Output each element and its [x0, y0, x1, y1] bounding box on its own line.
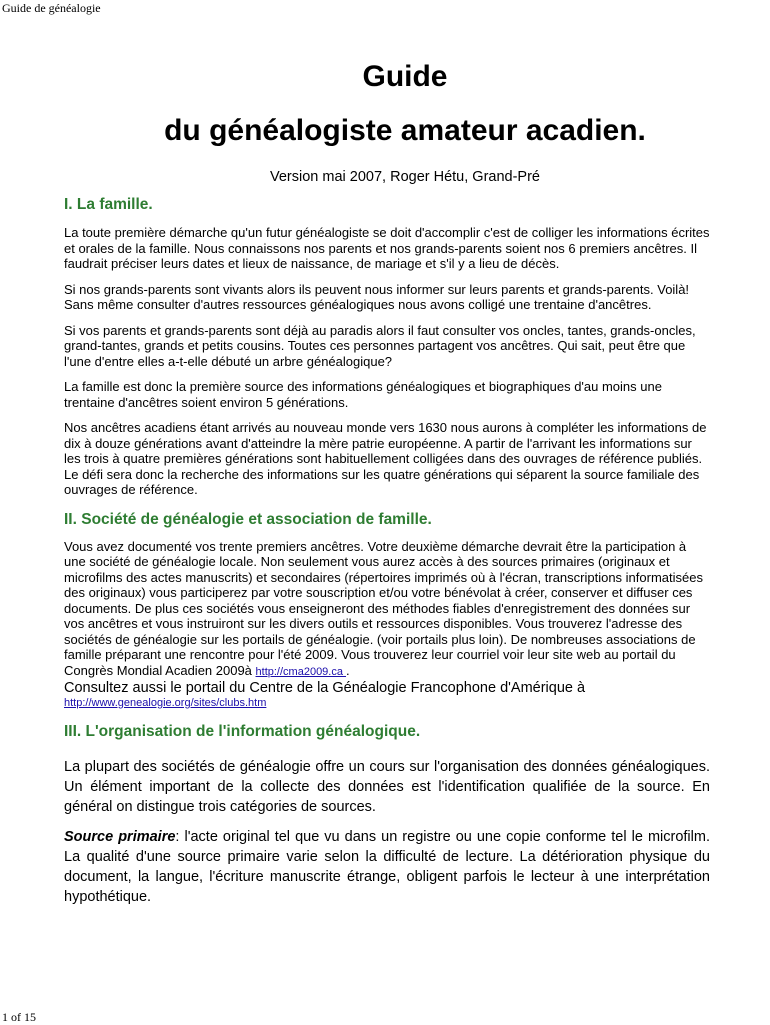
paragraph: La famille est donc la première source des informations généalogiques et biographiques d'au moins une trentaine d'ancêtres soient environ 5 générations. — [64, 379, 662, 410]
paragraph-text: : l'acte original tel que vu dans un registre ou une copie conforme tel le microfilm. La qualité d'une source primaire varie selon la difficulté de lecture. La détérioration physique du document, la langue, l'écriture manuscrite étrange, obligent parfois le lecteur à une interprétation hypothétique. — [64, 829, 710, 905]
paragraph — [64, 539, 710, 681]
print-header: Guide de généalogie — [2, 1, 101, 15]
paragraph: Nos ancêtres acadiens étant arrivés au nouveau monde vers 1630 nous aurons à compléter les informations de dix à douze générations avant d'atteindre la mère patrie européenne. A partir de l'arrivant les informations sur les trois à quatre premières générations sont habituellement colligées dans des ouvrages de référence publiés. Le défi sera donc la recherche des informations sur les quatre générations qui séparent la source familiale des ouvrages de référence. — [64, 420, 707, 497]
paragraph: La plupart des sociétés de généalogie offre un cours sur l'organisation des données généalogiques. Un élément important de la collecte des données est l'identification qualifiée de la source. En général on distingue trois catégories de sources. — [64, 759, 710, 815]
document-title-line-2: du généalogiste amateur acadien. — [164, 114, 646, 147]
paragraph: La toute première démarche qu'un futur généalogiste se doit d'accomplir c'est de colliger les informations écrites et orales de la famille. Nous connaissons nos parents et nos grands-parents soient nos 6 premiers ancêtres. Il faudrait préciser leurs dates et lieux de naissance, de mariage et s'il y a lieu de décès. — [64, 225, 710, 271]
source-primaire-term: Source primaire — [64, 829, 176, 845]
paragraph-end: . — [346, 662, 350, 678]
section-heading-societe: II. Société de généalogie et association de famille. — [64, 510, 432, 528]
paragraph — [64, 827, 710, 907]
cma2009-link[interactable]: http://cma2009.ca — [255, 665, 347, 678]
document-page — [64, 58, 710, 917]
document-subtitle: Version mai 2007, Roger Hétu, Grand-Pré — [270, 169, 540, 185]
document-title-line-1: Guide — [362, 60, 448, 93]
page-counter: 1 of 15 — [2, 1010, 36, 1024]
section-heading-famille: I. La famille. — [64, 196, 153, 213]
genealogie-org-link[interactable]: http://www.genealogie.org/sites/clubs.htm — [64, 697, 267, 709]
paragraph: Si nos grands-parents sont vivants alors ils peuvent nous informer sur leurs parents et grands-parents. Voilà! Sans même consulter d'autres ressources généalogiques nous avons colligé une trentaine d'ancêtres. — [64, 281, 690, 312]
section-heading-organisation: III. L'organisation de l'information généalogique. — [64, 723, 421, 740]
paragraph-text: Vous avez documenté vos trente premiers ancêtres. Votre deuxième démarche devrait être la participation à une société de généalogie locale. Non seulement vous aurez accès à des sources primaires (originaux et microfilms des actes manuscrits) et secondaires (répertoires imprimés où à l'écran, transcriptions informatisées des originaux) vous participerez par votre souscription et/ou votre bénévolat à créer, conserver et diffuser ces documents. De plus ces sociétés vous enseigneront des méthodes fiables d'enregistrement des données sur vos ancêtres et vous instruiront sur les divers outils et ressources disponibles. Vous trouverez l'adresse des sociétés de généalogie sur les portails de généalogie. (voir portails plus loin). De nombreuses associations de famille préparant une rencontre pour l'été 2009. Vous trouverez leur courriel voir leur site web au portail du Congrès Mondial Acadien 2009à — [64, 538, 703, 678]
portal-text: Consultez aussi le portail du Centre de la Généalogie Francophone d'Amérique à — [64, 680, 586, 696]
paragraph: Si vos parents et grands-parents sont déjà au paradis alors il faut consulter vos oncles, tantes, grands-oncles, grand-tantes, grands et petits cousins. Toutes ces personnes partagent vos ancêtres. Qui sait, peut être que l'une d'entre elles a-t-elle débuté un arbre généalogique? — [64, 322, 696, 369]
